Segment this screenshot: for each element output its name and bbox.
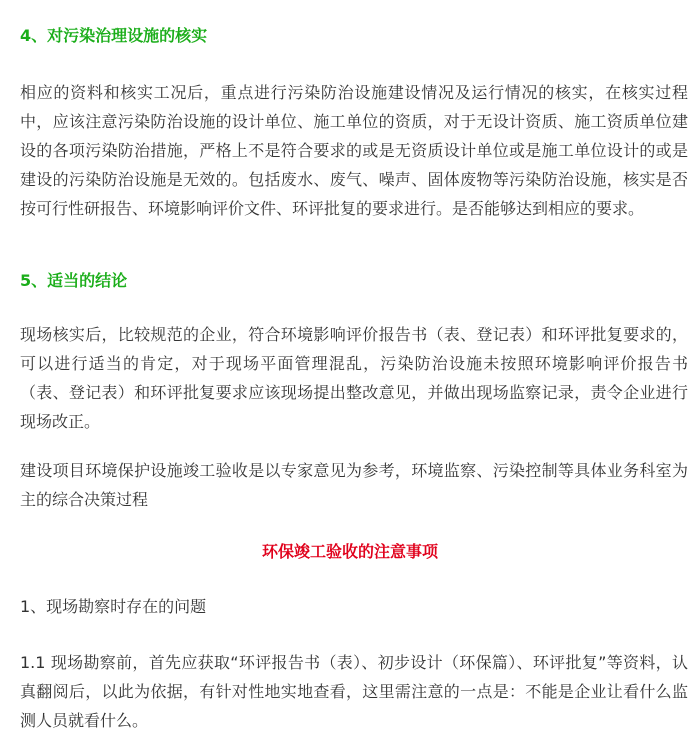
section-heading-4: 4、对污染治理设施的核实 xyxy=(20,26,208,45)
notice-heading: 环保竣工验收的注意事项 xyxy=(261,542,438,561)
list-item-1-1: 1.1 现场勘察前，首先应获取“环评报告书（表）、初步设计（环保篇）、环评批复”等资料，认真翻阅后，以此为依据，有针对性地实地查看，这里需注意的一点是：不能是企业让看什么监测人员就看什么。 xyxy=(20,653,688,730)
paragraph-facility-verification: 相应的资料和核实工况后，重点进行污染防治设施建设情况及运行情况的核实，在核实过程中，应该注意污染防治设施的设计单位、施工单位的资质，对于无设计资质、施工资质单位建设的各项污染防治措施，严格上不是符合要求的或是无资质设计单位或是施工单位设计的或是建设的污染防治设施是无效的。包括废水、废气、噪声、固体废物等污染防治设施，核实是否按可行性研报告、环境影响评价文件、环评批复的要求进行。是否能够达到相应的要求。 xyxy=(20,83,688,218)
list-item-1: 1、现场勘察时存在的问题 xyxy=(20,597,207,616)
section-heading-5: 5、适当的结论 xyxy=(20,271,128,290)
paragraph-conclusion: 现场核实后，比较规范的企业，符合环境影响评价报告书（表、登记表）和环评批复要求的，可以进行适当的肯定，对于现场平面管理混乱，污染防治设施未按照环境影响评价报告书（表、登记表）和环评批复要求应该现场提出整改意见，并做出现场监察记录，责令企业进行现场改正。 xyxy=(20,325,688,431)
paragraph-summary: 建设项目环境保护设施竣工验收是以专家意见为参考，环境监察、污染控制等具体业务科室为主的综合决策过程 xyxy=(20,461,688,509)
